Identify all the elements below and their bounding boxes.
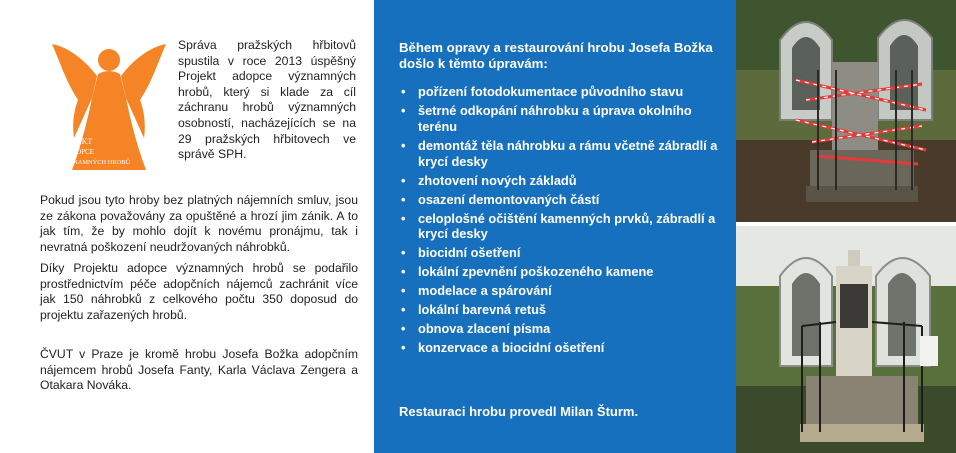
list-item: • osazení demontovaných částí bbox=[401, 191, 600, 207]
list-item: • biocidní ošetření bbox=[401, 245, 521, 261]
intro-text: Správa pražských hřbitovů spustila v roce 2013 úspěšný Projekt adopce významných hrobů, který si klade za cíl záchranu hrobů významných osobností, nacházejících se na 29 pražských hřbitovech ve správě SPH. bbox=[178, 38, 356, 162]
list-item: • lokální zpevnění poškozeného kamene bbox=[401, 264, 654, 280]
list-item: • celoplošné očištění kamenných prvků, zábradlí a krycí desky bbox=[401, 210, 716, 242]
bullet-icon: • bbox=[401, 302, 406, 318]
list-item: • modelace a spárování bbox=[401, 283, 552, 299]
bullet-icon: • bbox=[401, 84, 406, 99]
bullet-icon: • bbox=[401, 210, 406, 226]
bullet-icon: • bbox=[401, 264, 406, 280]
paragraph-project-results: Díky Projektu adopce významných hrobů se podařilo prostřednictvím péče adopčních nájemců zachránit více jak 150 náhrobků z celkového počtu 350 doposud do projektu zařazených hrobů. bbox=[40, 261, 358, 322]
list-item: • pořízení fotodokumentace původního stavu bbox=[401, 84, 684, 99]
list-item: • obnova zlacení písma bbox=[401, 321, 551, 337]
restorer-credit: Restauraci hrobu provedl Milan Šturm. bbox=[399, 404, 639, 419]
logo-line-2: ADOPCE bbox=[66, 148, 95, 156]
bullet-icon: • bbox=[401, 321, 406, 337]
list-item: • lokální barevná retuš bbox=[401, 302, 547, 318]
photo-after-restoration bbox=[736, 226, 956, 453]
bullet-icon: • bbox=[401, 245, 406, 261]
list-item: • demontáž těla náhrobku a rámu včetně zábradlí a krycí desky bbox=[401, 137, 718, 169]
restoration-title: Během opravy a restaurování hrobu Josefa Božka došlo k těmto úpravám: bbox=[399, 40, 713, 72]
logo-line-3: VÝZNAMNÝCH HROBŮ bbox=[60, 159, 131, 166]
left-column bbox=[0, 0, 374, 453]
bullet-icon: • bbox=[401, 340, 406, 356]
bullet-icon: • bbox=[401, 172, 406, 188]
angel-logo bbox=[44, 38, 174, 173]
bullet-icon: • bbox=[401, 191, 406, 207]
photo-column bbox=[736, 0, 956, 453]
paragraph-abandoned-graves: Pokud jsou tyto hroby bez platných nájemních smluv, jsou ze zákona považovány za opuštěné a hrozí jim zánik. A to jak tím, že by mohlo dojít k novému pronájmu, tak i nevratná poškození neudržovaných náhrobků. bbox=[40, 193, 358, 254]
list-item: • šetrné odkopání náhrobku a úprava okolního terénu bbox=[401, 102, 692, 134]
list-item: • konzervace a biocidní ošetření bbox=[401, 340, 605, 356]
restoration-panel bbox=[374, 0, 736, 453]
list-item: • zhotovení nových základů bbox=[401, 172, 577, 188]
restoration-list bbox=[399, 84, 719, 359]
paragraph-cvut-adoption: ČVUT v Praze je kromě hrobu Josefa Božka adopčním nájemcem hrobů Josefa Fanty, Karla Václava Zengera a Otakara Nováka. bbox=[40, 347, 358, 393]
bullet-icon: • bbox=[401, 283, 406, 299]
bullet-icon: • bbox=[401, 137, 406, 153]
bullet-icon: • bbox=[401, 102, 406, 118]
photo-before-restoration bbox=[736, 0, 956, 222]
logo-line-1: PROJEKT bbox=[58, 137, 93, 146]
